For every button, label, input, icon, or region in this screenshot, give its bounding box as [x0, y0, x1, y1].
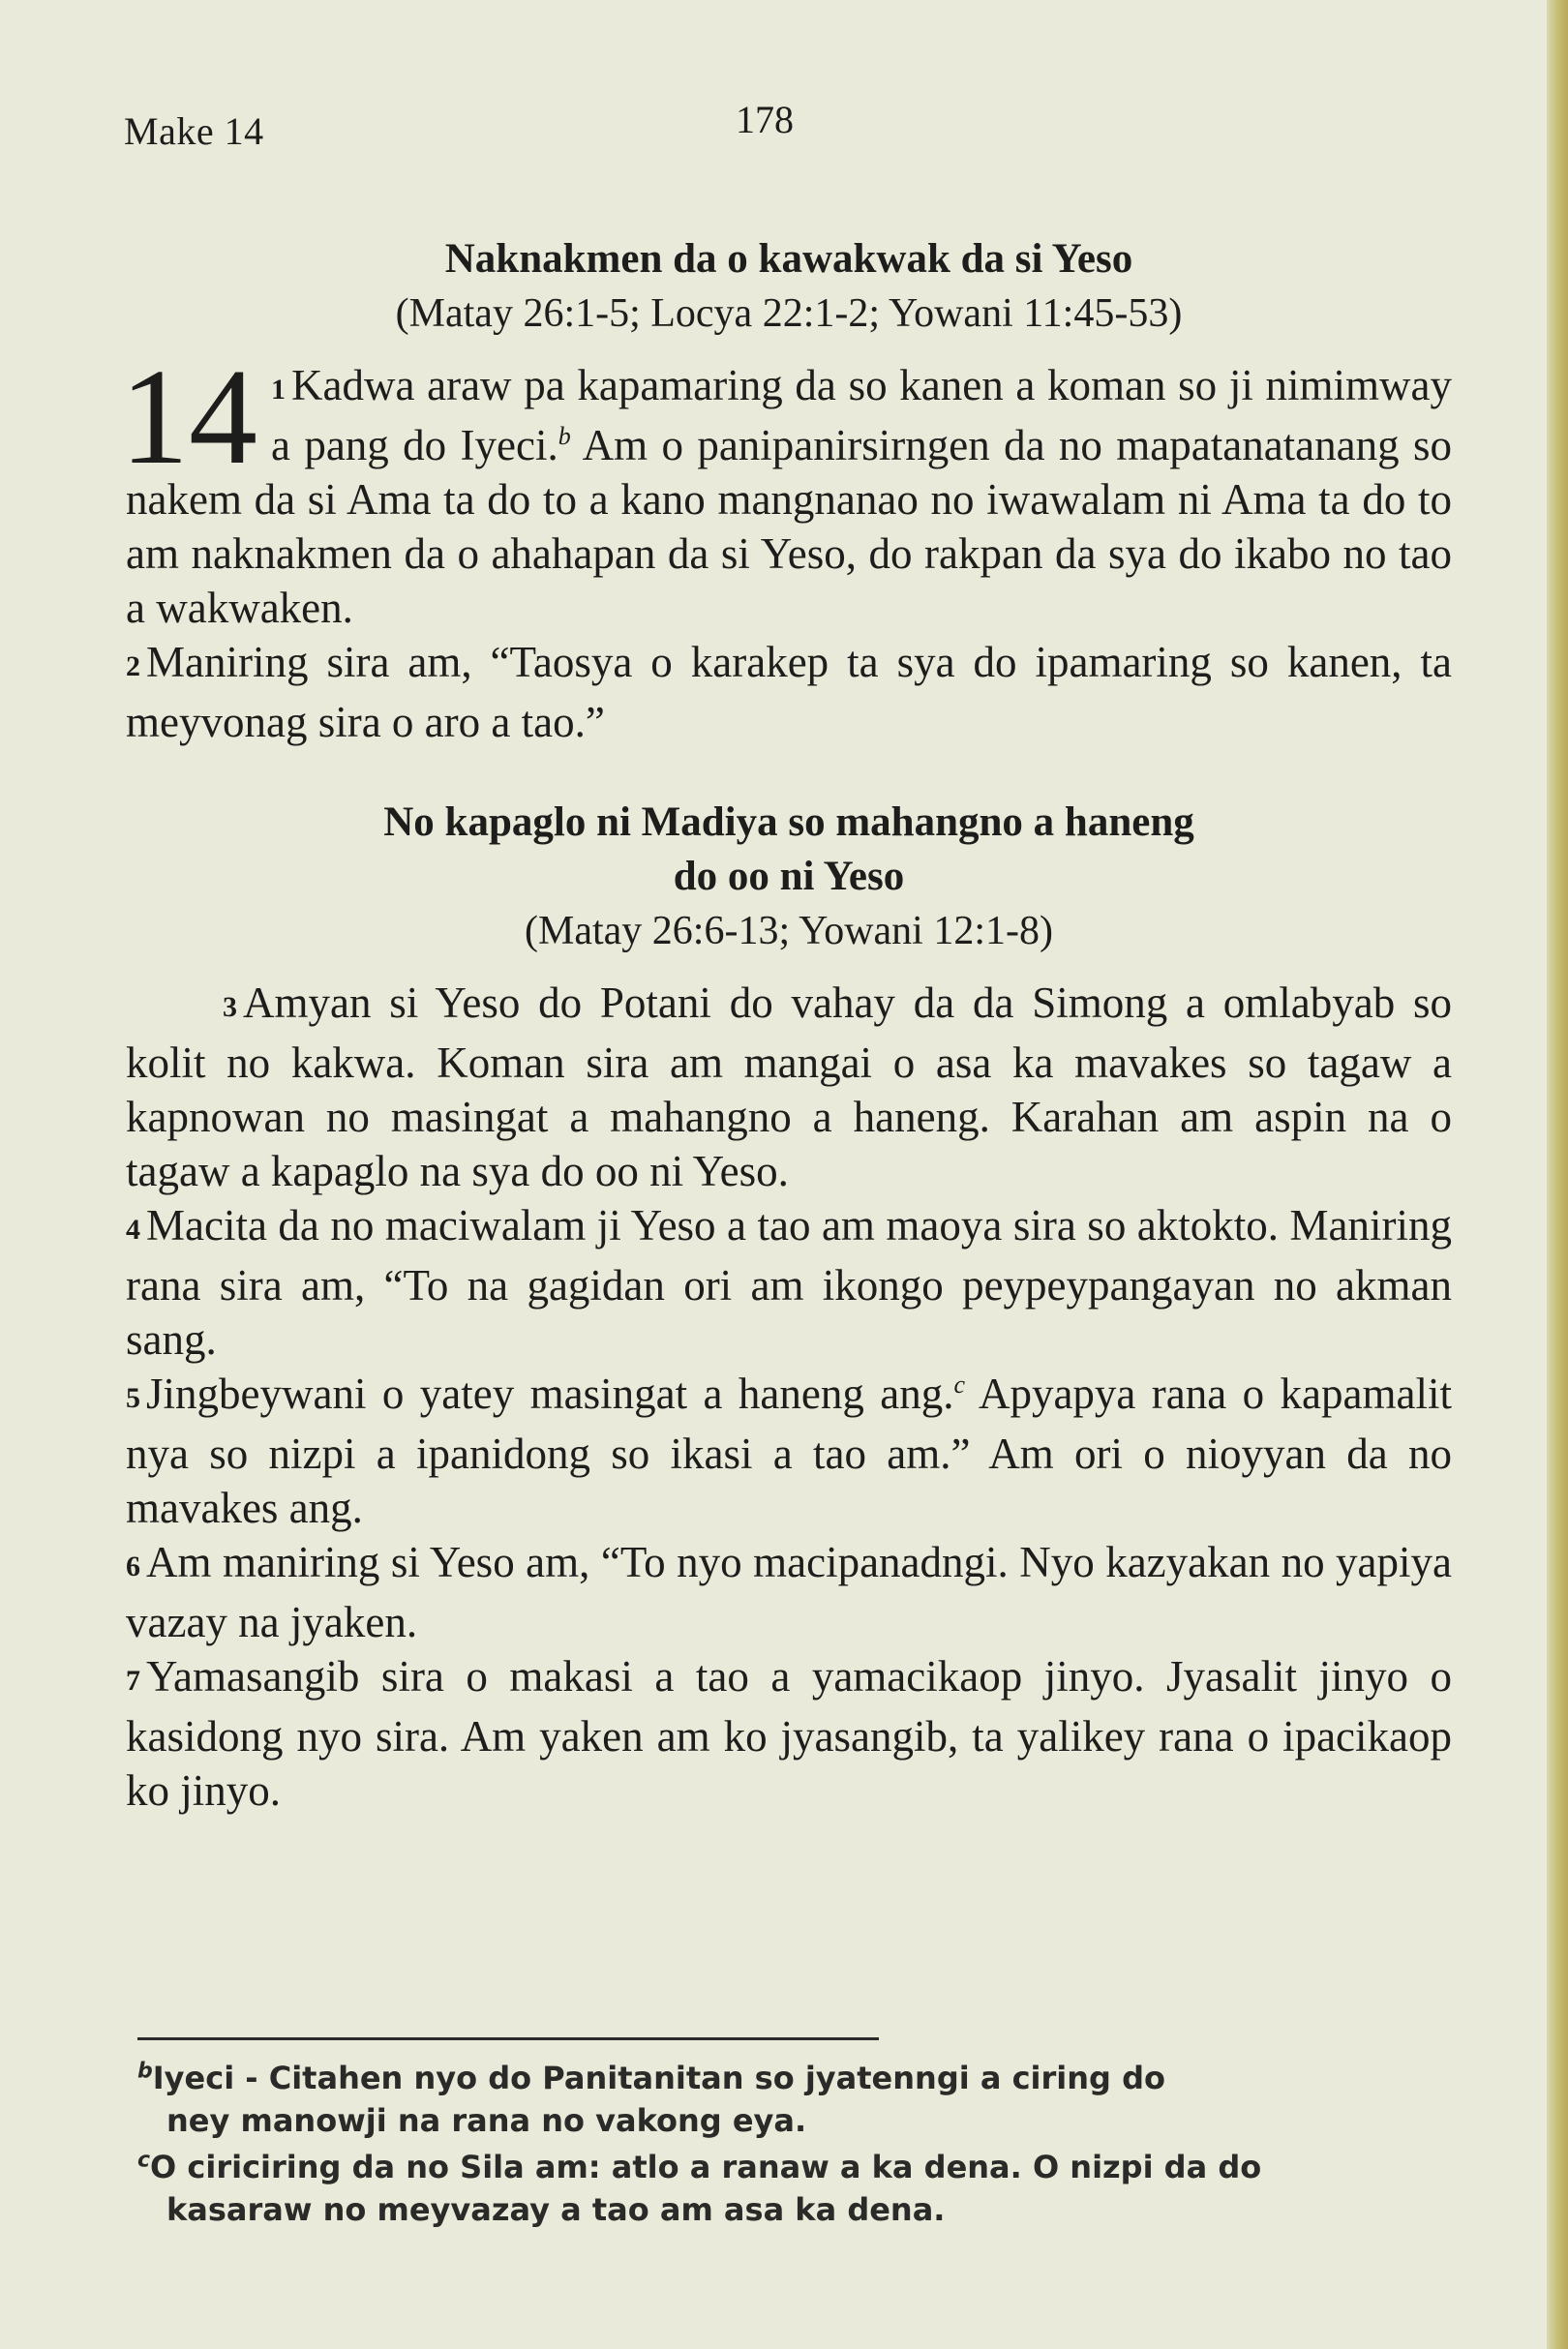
footnote-b — [137, 2057, 1473, 2142]
verse-4 — [126, 1198, 1452, 1367]
footnote-text: Iyeci - Citahen nyo do Panitanitan so jyatenngi a ciring do — [152, 2060, 1165, 2096]
section-2 — [126, 796, 1452, 958]
running-header-book: Make 14 — [124, 109, 264, 153]
verse-number: 6 — [126, 1551, 140, 1582]
verse-1 — [120, 340, 1452, 635]
verse-text: Jingbeywani o yatey masingat a haneng ang. — [146, 1370, 954, 1418]
chapter-number: 14 — [120, 340, 257, 493]
verse-text: Amyan si Yeso do Potani do vahay da da Simong a omlabyab so kolit no kakwa. Koman sira am mangai o asa ka mavakes so tagaw a kapnowan no masingat a mahangno a haneng. Karahan am aspin na o tagaw a kapaglo na sya do oo ni Yeso. — [126, 979, 1452, 1195]
verse-number: 4 — [126, 1214, 140, 1246]
footnote-divider — [137, 2037, 879, 2040]
footnote-c — [137, 2146, 1473, 2231]
verse-text: Kadwa araw pa kapamaring da so kanen a koman so ji nimimway a pang do Iyeci. — [271, 361, 1452, 469]
verse-text: Maniring sira am, “Taosya o karakep ta sya do ipamaring so kanen, ta meyvonag sira o aro a tao.” — [126, 638, 1452, 746]
verse-text: Am o panipanirsirngen da no mapatanatanang so nakem da si Ama ta do to a kano mangnanao no iwawalam ni Ama ta do to am naknakmen da o ahahapan da si Yeso, do rakpan da sya do ikabo no tao a wakwaken. — [126, 421, 1452, 632]
verse-2 — [126, 635, 1452, 749]
footnote-marker[interactable]: c — [953, 1370, 966, 1399]
cross-references: (Matay 26:1-5; Locya 22:1-2; Yowani 11:45-53) — [395, 291, 1183, 336]
verse-3 — [126, 976, 1452, 1198]
footnote-label: b — [137, 2059, 153, 2084]
page-number: 178 — [736, 98, 794, 141]
footnote-label: c — [137, 2148, 151, 2173]
section-heading — [126, 796, 1452, 904]
verse-number: 5 — [126, 1382, 140, 1414]
footnote-text: ney manowji na rana no vakong eya. — [166, 2102, 807, 2139]
page-edge — [1547, 0, 1568, 2349]
verse-number: 3 — [223, 991, 237, 1023]
verse-6 — [126, 1535, 1452, 1649]
verse-number: 7 — [126, 1665, 140, 1697]
page-body — [120, 232, 1452, 1818]
verse-text: Macita da no maciwalam ji Yeso a tao am maoya sira so aktokto. Maniring rana sira am, “To na gagidan ori am ikongo peypeypangayan no akman sang. — [126, 1201, 1452, 1364]
footnote-text: kasaraw no meyvazay a tao am asa ka dena. — [166, 2191, 946, 2228]
cross-references: (Matay 26:6-13; Yowani 12:1-8) — [525, 909, 1053, 953]
footnote-marker[interactable]: b — [558, 422, 571, 450]
verse-number: 1 — [271, 374, 286, 406]
section-heading-line: do oo ni Yeso — [673, 854, 905, 899]
verse-text: Am maniring si Yeso am, “To nyo macipanadngi. Nyo kazyakan no yapiya vazay na jyaken. — [126, 1538, 1452, 1646]
verse-7 — [126, 1649, 1452, 1818]
verse-text: Apyapya rana o kapamalit nya so nizpi a ipanidong so ikasi a tao am.” Am ori o nioyyan da no mavakes ang. — [126, 1370, 1452, 1532]
section-heading: Naknakmen da o kawakwak da si Yeso — [444, 236, 1133, 282]
verse-5 — [126, 1367, 1452, 1535]
footnotes — [137, 2057, 1473, 2235]
footnote-text: O ciriciring da no Sila am: atlo a ranaw a ka dena. O nizpi da do — [150, 2149, 1262, 2185]
verse-number: 2 — [126, 650, 140, 682]
section-heading-line: No kapaglo ni Madiya so mahangno a haneng — [383, 799, 1194, 845]
verse-text: Yamasangib sira o makasi a tao a yamacikaop jinyo. Jyasalit jinyo o kasidong nyo sira. Am yaken am ko jyasangib, ta yalikey rana o ipacikaop ko jinyo. — [126, 1652, 1452, 1815]
